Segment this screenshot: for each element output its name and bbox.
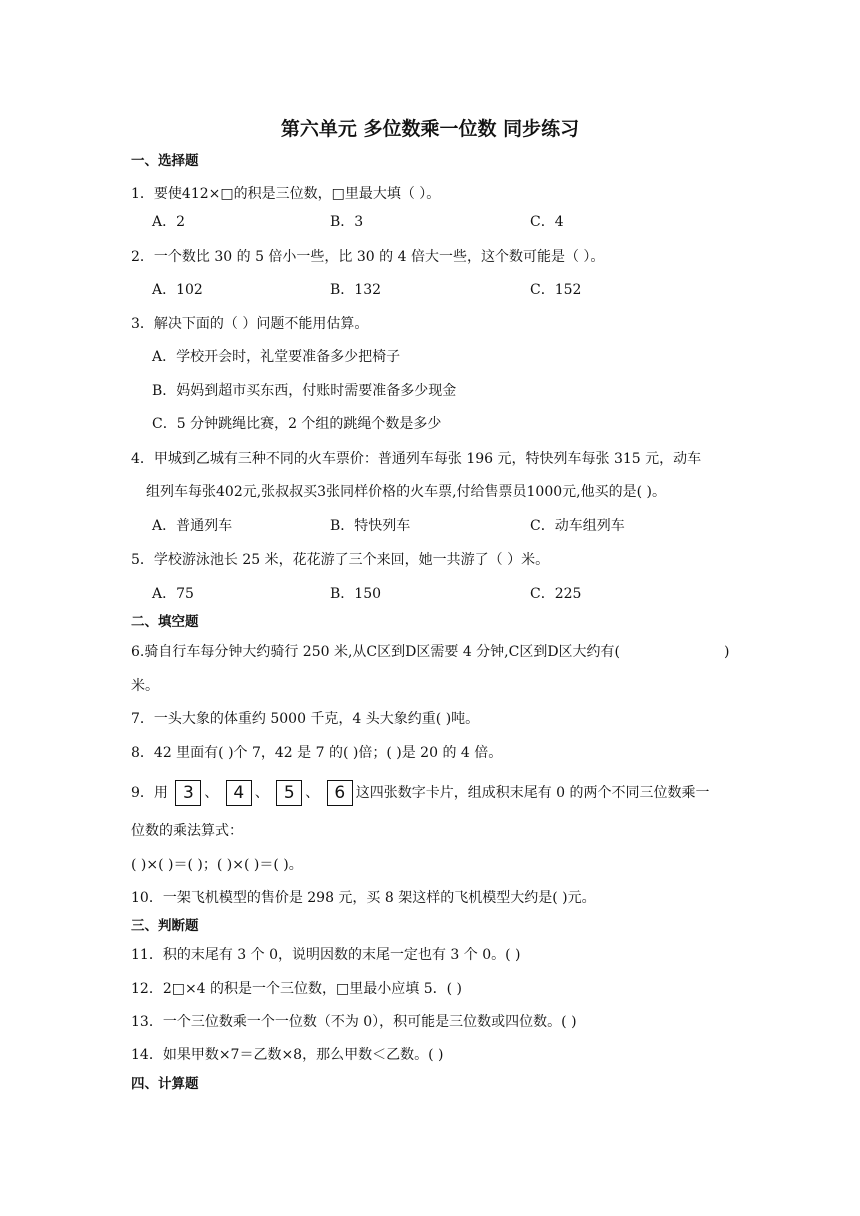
q9-separator: 、 bbox=[204, 785, 219, 801]
section-heading-calc: 四、计算题 bbox=[131, 1076, 199, 1092]
q9-separator: 、 bbox=[254, 785, 269, 801]
q3-option-b: B．妈妈到超市买东西，付账时需要准备多少现金 bbox=[152, 383, 457, 399]
q3-option-c: C．5 分钟跳绳比赛，2 个组的跳绳个数是多少 bbox=[152, 416, 442, 432]
question-6-close-paren: ) bbox=[724, 644, 730, 660]
q4-option-b: B．特快列车 bbox=[330, 518, 411, 534]
question-7: 7．一头大象的体重约 5000 千克，4 头大象约重( )吨。 bbox=[131, 711, 480, 727]
question-12: 12．2□×4 的积是一个三位数，□里最小应填 5．( ) bbox=[131, 981, 462, 997]
number-card-3: 3 bbox=[175, 780, 201, 806]
question-2: 2．一个数比 30 的 5 倍小一些，比 30 的 4 倍大一些，这个数可能是（ ）。 bbox=[131, 249, 605, 265]
q5-option-c: C．225 bbox=[530, 586, 582, 602]
question-3: 3．解决下面的（ ）问题不能用估算。 bbox=[131, 316, 369, 332]
number-card-5: 5 bbox=[276, 780, 302, 806]
question-9-line2: 位数的乘法算式： bbox=[131, 823, 243, 839]
section-heading-fill: 二、填空题 bbox=[131, 614, 199, 630]
number-card-4: 4 bbox=[226, 780, 252, 806]
question-4-line2: 组列车每张402元,张叔叔买3张同样价格的火车票,付给售票员1000元,他买的是( )。 bbox=[146, 484, 666, 500]
question-14: 14．如果甲数×7＝乙数×8，那么甲数＜乙数。( ) bbox=[131, 1047, 444, 1063]
section-heading-choice: 一、选择题 bbox=[131, 153, 199, 169]
question-6-line1: 6.骑自行车每分钟大约骑行 250 米,从C区到D区需要 4 分钟,C区到D区大约有( bbox=[131, 644, 621, 660]
q4-option-c: C．动车组列车 bbox=[530, 518, 625, 534]
question-9-formula: ( )×( )＝( )；( )×( )＝( )。 bbox=[131, 857, 303, 873]
question-9-line1 bbox=[131, 779, 710, 807]
q2-option-c: C．152 bbox=[530, 282, 582, 298]
question-4-line1: 4．甲城到乙城有三种不同的火车票价：普通列车每张 196 元，特快列车每张 315 元，动车 bbox=[131, 451, 702, 467]
q5-option-a: A．75 bbox=[152, 586, 194, 602]
question-8: 8．42 里面有( )个 7，42 是 7 的( )倍；( )是 20 的 4 倍。 bbox=[131, 745, 503, 761]
question-11: 11．积的末尾有 3 个 0，说明因数的末尾一定也有 3 个 0。( ) bbox=[131, 947, 521, 963]
q4-option-a: A．普通列车 bbox=[152, 518, 233, 534]
q1-option-b: B．3 bbox=[330, 214, 364, 230]
question-13: 13．一个三位数乘一个一位数（不为 0），积可能是三位数或四位数。( ) bbox=[131, 1014, 577, 1030]
question-10: 10．一架飞机模型的售价是 298 元，买 8 架这样的飞机模型大约是( )元。 bbox=[131, 890, 596, 906]
number-card-6: 6 bbox=[327, 780, 353, 806]
q1-option-a: A．2 bbox=[152, 214, 186, 230]
q9-separator: 、 bbox=[305, 785, 320, 801]
question-5: 5．学校游泳池长 25 米，花花游了三个来回，她一共游了（ ）米。 bbox=[131, 552, 550, 568]
q2-option-a: A．102 bbox=[152, 282, 203, 298]
question-6-line2: 米。 bbox=[131, 678, 159, 694]
q3-option-a: A．学校开会时，礼堂要准备多少把椅子 bbox=[152, 349, 401, 365]
q1-option-c: C．4 bbox=[530, 214, 564, 230]
q2-option-b: B．132 bbox=[330, 282, 382, 298]
q5-option-b: B．150 bbox=[330, 586, 382, 602]
q9-prefix: 9．用 bbox=[131, 785, 168, 801]
question-1: 1．要使412×□的积是三位数，□里最大填（ ）。 bbox=[131, 186, 441, 202]
q9-suffix: 这四张数字卡片，组成积末尾有 0 的两个不同三位数乘一 bbox=[355, 785, 710, 801]
section-heading-judge: 三、判断题 bbox=[131, 918, 199, 934]
page-title: 第六单元 多位数乘一位数 同步练习 bbox=[280, 118, 580, 140]
